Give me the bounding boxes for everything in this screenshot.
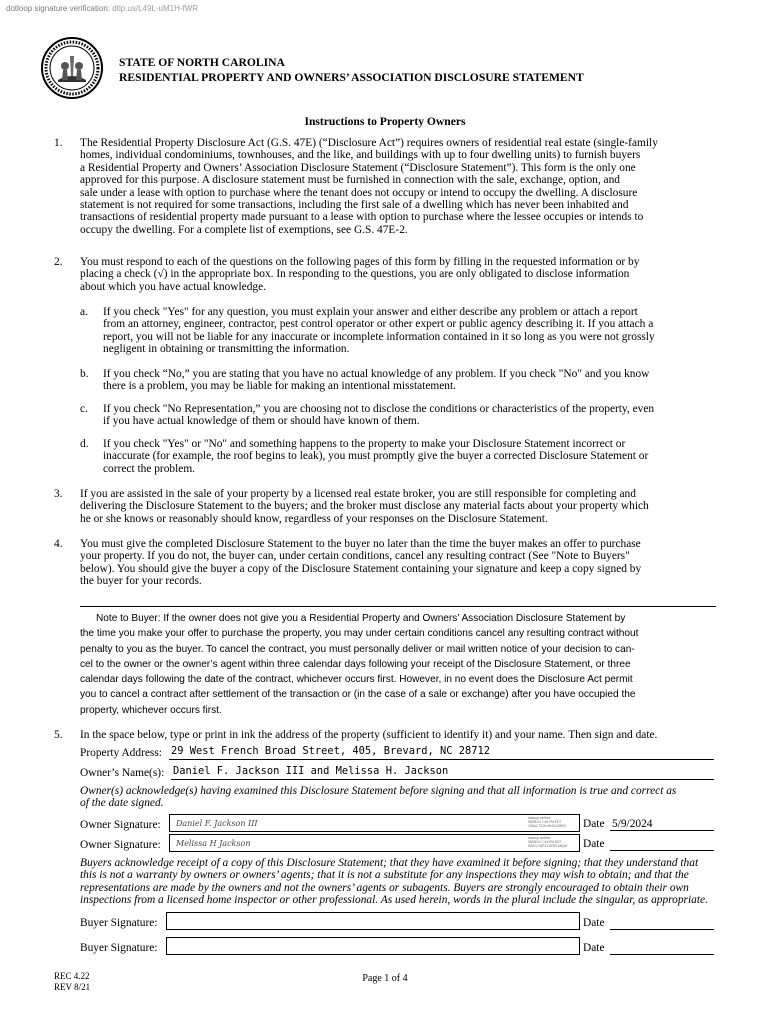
signature-verification [6, 3, 198, 15]
state-heading: STATE OF NORTH CAROLINA [119, 56, 285, 69]
item-line: occupy the dwelling. For a complete list of exemptions, see G.S. 47E-2. [80, 223, 408, 236]
buyer-signature-label: Buyer Signature: [80, 917, 158, 929]
item-number: 2. [54, 256, 63, 268]
date-label: Date [583, 818, 605, 830]
date-label: Date [583, 838, 605, 850]
item-line: You must give the completed Disclosure Statement to the buyer no later than the time the buyer makes an offer to purchase [80, 538, 641, 550]
subitem-line: If you check "No Representation,” you are choosing not to disclose the conditions or characteristics of the property, even [103, 403, 655, 415]
item-line: The Residential Property Disclosure Act (G.S. 47E) (“Disclosure Act”) requires owners of residential real estate (single-family [80, 137, 658, 149]
stamp-line: 05/09/24 7:44 PM EDT [528, 840, 562, 845]
ack-line: Buyers acknowledge receipt of a copy of this Disclosure Statement; that they have examined it before signing; that they understand that [80, 857, 699, 869]
owner-signature-label: Owner Signature: [80, 819, 161, 831]
subitem-d [103, 438, 714, 475]
note-to-buyer-text [80, 611, 704, 718]
note-line: penalty to you as the buyer. To cancel the contract, you must personally deliver or mail written notice of your decision to can- [80, 643, 635, 655]
item-line: about which you have actual knowledge. [80, 280, 266, 293]
subitem-a [103, 306, 714, 356]
item-line: homes, individual condominiums, townhouses, and the like, and buildings with up to four dwelling units) to furnish buyers [80, 149, 641, 162]
note-line: the time you make your offer to purchase the property, you may under certain conditions cancel any resulting contract without [80, 628, 639, 640]
subitem-line: if you have actual knowledge of them or should have known of them. [103, 415, 420, 428]
item-line: placing a check (√) in the appropriate box. In responding to the questions, you are only obligated to disclose information [80, 268, 630, 281]
instruction-item-3 [80, 488, 714, 525]
property-address-value: 29 West French Broad Street, 405, Brevard, NC 28712 [171, 745, 491, 757]
item-line: below). You should give the buyer a copy of the Disclosure Statement containing your signature and keep a copy signed by [80, 562, 642, 575]
subitem-line: there is a problem, you may be liable for making an intentional misstatement. [103, 380, 457, 393]
form-revision: REV 8/21 [54, 982, 91, 992]
item-line: your property. If you do not, the buyer can, under certain conditions, cancel any resulting contract (See "Note to Buyers" [80, 550, 630, 563]
subitem-line: inaccurate (for example, the roof begins to leak), you must promptly give the buyer a corrected Disclosure Statement or [103, 450, 649, 463]
item-number: 4. [54, 538, 63, 550]
subitem-line: If you check "Yes" for any question, you must explain your answer and either describe any problem or attach a report [103, 306, 638, 318]
ack-line: this is not a warranty by owners or owners’ agents; that it is not a substitute for any inspections they may wish to obtain; and that the [80, 869, 689, 882]
ack-line: inspections from a licensed home inspector or other professional. As used herein, words in the plural include the singular, as appropriate. [80, 894, 708, 907]
subitem-letter: c. [80, 403, 88, 415]
note-line: you to cancel a contract after settlement of the transaction or (in the case of a sale or exchange) after you have occupied the [80, 689, 636, 701]
subitem-line: report, you will not be liable for any inaccurate or incomplete information contained in it so long as you were not grossly [103, 330, 655, 343]
note-to-buyer-box [80, 606, 716, 716]
ack-line: Owner(s) acknowledge(s) having examined this Disclosure Statement before signing and that all information is true and correct as [80, 785, 677, 797]
subitem-line: If you check “No,” you are stating that you have no actual knowledge of any problem. If you check "No" and you know [103, 368, 650, 380]
owner-signature-field-1[interactable] [169, 814, 580, 832]
instruction-item-4 [80, 538, 714, 588]
item-line: the buyer for your records. [80, 575, 202, 588]
subitem-line: negligent in obtaining or transmitting the information. [103, 343, 350, 356]
item-line: You must respond to each of the questions on the following pages of this form by filling in the requested information or by [80, 256, 640, 268]
instruction-item-5: In the space below, type or print in ink the address of the property (sufficient to identify it) and your name. Then sign and date. [80, 729, 658, 741]
owner-signature-label: Owner Signature: [80, 839, 161, 851]
buyer-signature-field-2[interactable] [166, 937, 580, 955]
buyer-signature-label: Buyer Signature: [80, 942, 158, 954]
buyer-date-field-1[interactable] [610, 913, 714, 930]
date-label: Date [583, 942, 605, 954]
item-line: If you are assisted in the sale of your property by a licensed real estate broker, you are still responsible for completing and [80, 488, 636, 500]
instructions-title: Instructions to Property Owners [304, 115, 466, 128]
instruction-item-2 [80, 256, 714, 293]
subitem-b [103, 368, 714, 393]
dotloop-verified-stamp [528, 816, 566, 829]
ack-line: of the date signed. [80, 797, 164, 810]
form-code: REC 4.22 [54, 971, 90, 981]
item-line: statement is not required for some transactions, including the first sale of a dwelling which has never been inhabited and [80, 199, 629, 212]
note-line: Note to Buyer: If the owner does not give you a Residential Property and Owners’ Association Disclosure Statement by [96, 613, 626, 624]
nc-real-estate-commission-seal [40, 36, 104, 100]
item-number: 5. [54, 729, 63, 741]
owners-names-field[interactable] [171, 763, 714, 780]
item-number: 1. [54, 137, 63, 149]
dotloop-verified-stamp [528, 836, 567, 849]
stamp-line: OBAA-T3J9-HKA2-KMEN [528, 824, 566, 829]
note-line: property, whichever occurs first. [80, 704, 222, 716]
property-address-label: Property Address: [80, 747, 162, 759]
subitem-line: from an attorney, engineer, contractor, pest control operator or other expert or public agency describing it. If you attach a [103, 318, 654, 331]
owner-date-1: 5/9/2024 [612, 818, 653, 830]
item-line: sale under a lease with option to purchase where the tenant does not occupy or intend to occupy the dwelling. A disclosure [80, 186, 638, 199]
stamp-line: dotloop verified [528, 836, 551, 840]
ack-line: representations are made by the owners and not the owners’ agents or subagents. Buyers are strongly encouraged to obtain their own [80, 881, 689, 894]
note-line: cel to the owner or the owner’s agent within three calendar days following your receipt of the Disclosure Statement, or three [80, 658, 631, 670]
stamp-line: dotloop verified [528, 816, 551, 820]
subitem-line: correct the problem. [103, 462, 196, 475]
verification-label: dotloop signature verification: [6, 4, 111, 13]
subitem-line: If you check "Yes" or "No" and something happens to the property to make your Disclosure Statement incorrect or [103, 438, 626, 450]
owner-signature-1: Daniel F. Jackson III [176, 819, 258, 828]
buyer-acknowledgment [80, 857, 714, 907]
form-title: RESIDENTIAL PROPERTY AND OWNERS’ ASSOCIATION DISCLOSURE STATEMENT [119, 71, 584, 84]
instruction-item-1 [80, 137, 714, 236]
page-number: Page 1 of 4 [362, 973, 408, 984]
owner-date-field-1[interactable] [610, 814, 714, 831]
subitem-letter: a. [80, 306, 88, 318]
subitem-c [103, 403, 714, 428]
owner-acknowledgment [80, 785, 714, 810]
verification-link[interactable]: dtlp.us/L49L-uM1H-fWR [112, 4, 199, 13]
item-number: 3. [54, 488, 63, 500]
note-line: calendar days following the date of the contract, whichever occurs first. However, in no event does the Disclosure Act permit [80, 674, 633, 686]
owner-date-field-2[interactable] [610, 834, 714, 851]
owner-signature-field-2[interactable] [169, 834, 580, 852]
buyer-date-field-2[interactable] [610, 938, 714, 955]
stamp-line: 05/09/24 7:45 PM EDT [528, 820, 562, 825]
item-line: transactions of residential property made pursuant to a lease with option to purchase where the lessee occupies or intends to [80, 211, 644, 224]
item-line: approved for this purpose. A disclosure statement must be furnished in connection with the sale, exchange, option, and [80, 174, 620, 187]
buyer-signature-field-1[interactable] [166, 912, 580, 930]
item-line: he or she knows or reasonably should know, regardless of your responses on the Disclosure Statement. [80, 512, 548, 525]
property-address-field[interactable] [169, 743, 714, 760]
stamp-line: SAYG-YAP3-DG0R-ANQ8 [528, 844, 567, 849]
item-line: a Residential Property and Owners’ Association Disclosure Statement (“Disclosure Statement”). This form is the only one [80, 161, 636, 174]
subitem-letter: d. [80, 438, 89, 450]
owners-names-label: Owner’s Name(s): [80, 767, 165, 779]
date-label: Date [583, 917, 605, 929]
owner-signature-2: Melissa H Jackson [176, 839, 251, 848]
subitem-letter: b. [80, 368, 89, 380]
item-line: delivering the Disclosure Statement to the buyers; and the broker must disclose any material facts about your property which [80, 500, 649, 513]
owners-names-value: Daniel F. Jackson III and Melissa H. Jackson [173, 765, 449, 777]
